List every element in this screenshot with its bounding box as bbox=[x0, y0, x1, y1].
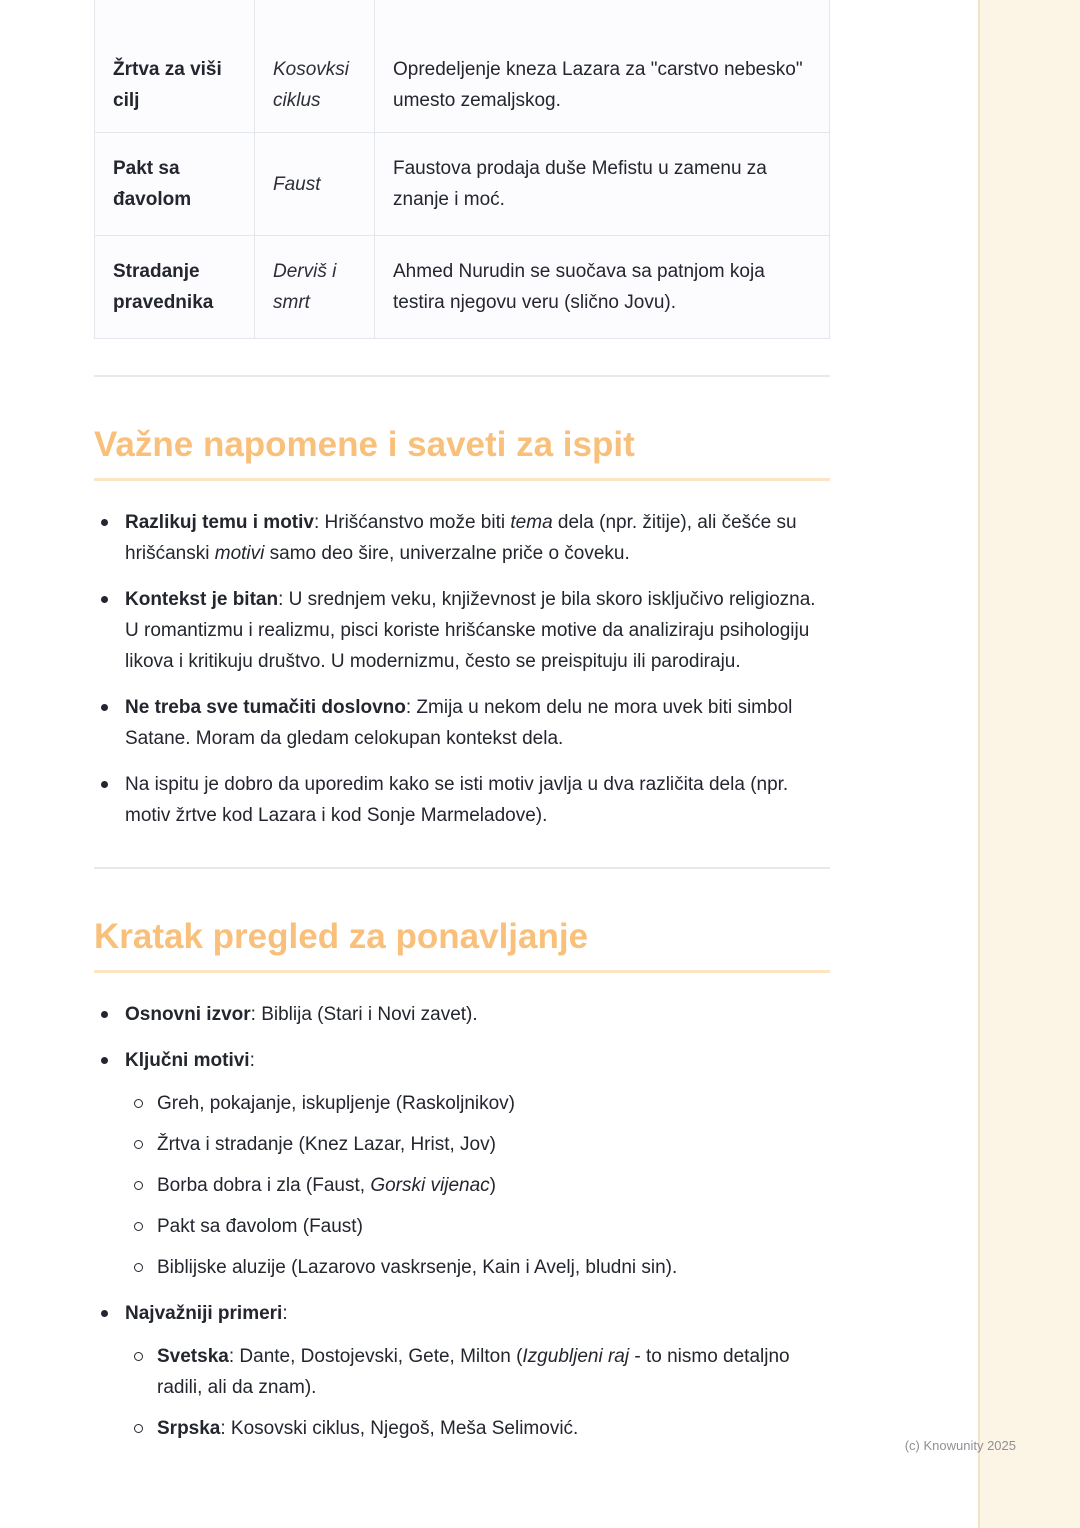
list-item-text: Borba dobra i zla (Faust, Gorski vijenac) bbox=[157, 1175, 496, 1196]
review-list bbox=[94, 999, 830, 1444]
table-row bbox=[95, 0, 830, 133]
cell-work: Derviš i smrt bbox=[255, 236, 375, 339]
sub-list-item bbox=[131, 1413, 830, 1444]
list-item bbox=[94, 999, 830, 1030]
list-item-text: Razlikuj temu i motiv: Hrišćanstvo može biti tema dela (npr. žitije), ali češće su hrišćanski motivi samo deo šire, univerzalne priče o čoveku. bbox=[125, 512, 797, 564]
table-row bbox=[95, 133, 830, 236]
section-title-review: Kratak pregled za ponavljanje bbox=[94, 917, 830, 973]
cell-description: Opredeljenje kneza Lazara za "carstvo nebesko" umesto zemaljskog. bbox=[375, 0, 830, 133]
sub-list-item bbox=[131, 1252, 830, 1283]
list-item-text: Na ispitu je dobro da uporedim kako se isti motiv javlja u dva različita dela (npr. motiv žrtve kod Lazara i kod Sonje Marmeladove). bbox=[125, 774, 789, 826]
cell-work: Faust bbox=[255, 133, 375, 236]
motives-table bbox=[94, 0, 830, 339]
list-item-text: Najvažniji primeri: bbox=[125, 1303, 288, 1324]
list-item-text: Greh, pokajanje, iskupljenje (Raskoljnikov) bbox=[157, 1093, 516, 1114]
list-item-text: Kontekst je bitan: U srednjem veku, književnost je bila skoro isključivo religiozna. U romantizmu i realizmu, pisci koriste hrišćanske motive da analiziraju psihologiju likova i kritikuju društvo. U modernizmu, često se preispituju ili parodiraju. bbox=[125, 589, 816, 672]
section-title-notes: Važne napomene i saveti za ispit bbox=[94, 425, 830, 481]
list-item-text: Ključni motivi: bbox=[125, 1050, 255, 1071]
list-item-text: Žrtva i stradanje (Knez Lazar, Hrist, Jov) bbox=[157, 1134, 496, 1155]
list-item-text: Ne treba sve tumačiti doslovno: Zmija u nekom delu ne mora uvek biti simbol Satane. Moram da gledam celokupan kontekst dela. bbox=[125, 697, 793, 749]
list-item-text: Biblijske aluzije (Lazarovo vaskrsenje, Kain i Avelj, bludni sin). bbox=[157, 1257, 678, 1278]
cell-motive: Žrtva za viši cilj bbox=[95, 0, 255, 133]
cell-motive: Pakt sa đavolom bbox=[95, 133, 255, 236]
cell-work: Kosovksi ciklus bbox=[255, 0, 375, 133]
section-divider bbox=[94, 867, 830, 869]
list-item bbox=[94, 769, 830, 831]
list-item-text: Pakt sa đavolom (Faust) bbox=[157, 1216, 363, 1237]
list-item bbox=[94, 584, 830, 677]
sub-list-item bbox=[131, 1088, 830, 1119]
section-divider bbox=[94, 375, 830, 377]
list-item bbox=[94, 507, 830, 569]
notes-list bbox=[94, 507, 830, 831]
cell-description: Faustova prodaja duše Mefistu u zamenu za znanje i moć. bbox=[375, 133, 830, 236]
sub-list-item bbox=[131, 1170, 830, 1201]
list-item-text: Osnovni izvor: Biblija (Stari i Novi zavet). bbox=[125, 1004, 478, 1025]
copyright-notice: (c) Knowunity 2025 bbox=[904, 1438, 1016, 1453]
sub-list-item bbox=[131, 1129, 830, 1160]
list-item-text: Svetska: Dante, Dostojevski, Gete, Milton (Izgubljeni raj - to nismo detaljno radili, ali da znam). bbox=[157, 1346, 790, 1398]
sub-list-key-motives bbox=[125, 1088, 830, 1283]
sub-list-item bbox=[131, 1211, 830, 1242]
cell-motive: Stradanje pravednika bbox=[95, 236, 255, 339]
content-area bbox=[94, 0, 830, 1459]
list-item bbox=[94, 1298, 830, 1444]
page-margin-strip bbox=[978, 0, 1080, 1528]
table-row bbox=[95, 236, 830, 339]
list-item bbox=[94, 1045, 830, 1283]
cell-description: Ahmed Nurudin se suočava sa patnjom koja testira njegovu veru (slično Jovu). bbox=[375, 236, 830, 339]
list-item bbox=[94, 692, 830, 754]
list-item-text: Srpska: Kosovski ciklus, Njegoš, Meša Selimović. bbox=[157, 1418, 579, 1439]
sub-list-item bbox=[131, 1341, 830, 1403]
sub-list-examples bbox=[125, 1341, 830, 1444]
